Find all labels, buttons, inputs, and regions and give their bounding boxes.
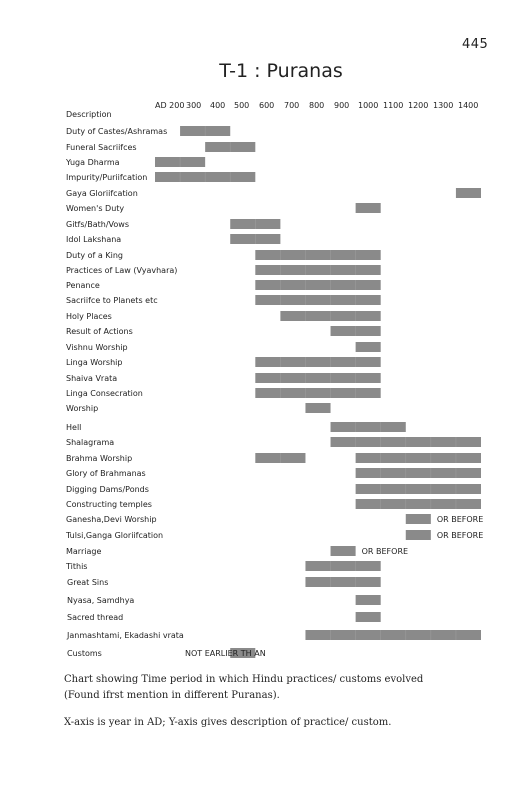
range-bar xyxy=(356,484,481,494)
row-label: Idol Lakshana xyxy=(66,235,122,244)
chart-row xyxy=(66,484,481,494)
row-label: Duty of Castes/Ashramas xyxy=(66,127,168,136)
chart-row xyxy=(66,188,481,198)
range-bar xyxy=(255,295,380,305)
range-bar xyxy=(305,561,380,571)
x-tick-label: 1400 xyxy=(458,101,479,110)
chart-row xyxy=(66,126,230,136)
row-label: Practices of Law (Vyavhara) xyxy=(66,266,178,275)
row-label: Result of Actions xyxy=(66,327,133,336)
range-bar xyxy=(255,388,380,398)
row-label: Tulsi,Ganga Gloriifcation xyxy=(66,531,164,540)
row-label: Tithis xyxy=(66,562,88,571)
row-label: Gitfs/Bath/Vows xyxy=(66,220,129,229)
chart-row xyxy=(66,219,280,229)
range-bar xyxy=(356,468,481,478)
chart-row xyxy=(66,142,255,152)
chart-row xyxy=(66,342,381,352)
chart-row xyxy=(65,561,381,571)
row-label: Women's Duty xyxy=(66,204,125,213)
row-label: Janmashtami, Ekadashi vrata xyxy=(67,631,184,640)
row-label: Brahma Worship xyxy=(66,454,133,463)
row-label: Ganesha,Devi Worship xyxy=(66,515,157,524)
range-bar xyxy=(331,546,356,556)
chart-row xyxy=(66,514,483,524)
range-bar xyxy=(255,373,380,383)
chart-row xyxy=(66,546,408,556)
chart-row xyxy=(67,595,381,605)
row-note: OR BEFORE xyxy=(436,515,484,524)
range-bar xyxy=(406,530,431,540)
range-bar xyxy=(255,280,380,290)
chart-row xyxy=(65,530,483,540)
row-label: Sacriifce to Planets etc xyxy=(66,296,158,305)
range-bar xyxy=(356,203,381,213)
row-label: Penance xyxy=(66,281,100,290)
row-label: Customs xyxy=(67,649,102,658)
chart-row xyxy=(66,373,381,383)
row-label: Great Sins xyxy=(67,578,109,587)
caption-line-2: (Found ifrst mention in different Puranas). xyxy=(64,690,280,701)
chart-title: T-1 : Puranas xyxy=(219,60,343,82)
row-label: Hell xyxy=(66,423,82,432)
chart-row xyxy=(67,577,381,587)
row-label: Marriage xyxy=(66,547,102,556)
chart-row xyxy=(66,403,331,413)
range-bar xyxy=(255,265,380,275)
chart-row xyxy=(66,499,481,509)
chart-row xyxy=(66,265,381,275)
range-bar xyxy=(356,342,381,352)
row-note: OR BEFORE xyxy=(361,547,409,556)
chart-row xyxy=(66,422,406,432)
x-tick-label: 900 xyxy=(334,101,350,110)
x-tick-label: 600 xyxy=(259,101,275,110)
x-tick-label: 500 xyxy=(234,101,250,110)
range-bar xyxy=(331,422,406,432)
chart-row xyxy=(66,326,381,336)
range-bar xyxy=(305,577,380,587)
chart-row xyxy=(66,280,381,290)
y-axis-label: Description xyxy=(66,110,112,119)
chart-row xyxy=(66,311,381,321)
row-label: Impurity/Puriifcation xyxy=(66,173,148,182)
row-label: Nyasa, Samdhya xyxy=(67,596,135,605)
range-bar xyxy=(456,188,481,198)
x-tick-label: 400 xyxy=(210,101,226,110)
row-label: Funeral Sacriifces xyxy=(66,143,137,152)
row-label: Shaiva Vrata xyxy=(66,374,118,383)
x-tick-label: 300 xyxy=(186,101,202,110)
chart-row xyxy=(66,357,381,367)
row-note: OR BEFORE xyxy=(436,531,484,540)
x-tick-label: 1100 xyxy=(383,101,404,110)
row-label: Holy Places xyxy=(66,312,112,321)
x-tick-label: 1000 xyxy=(358,101,379,110)
row-label: Gaya Gloriifcation xyxy=(66,189,138,198)
row-label: Worship xyxy=(66,404,99,413)
row-label: Digging Dams/Ponds xyxy=(66,485,149,494)
row-label: Constructing temples xyxy=(66,500,152,509)
row-pre-note: NOT EARLIER TH AN xyxy=(185,649,266,658)
range-bar xyxy=(305,630,481,640)
chart-row xyxy=(66,468,481,478)
chart-row xyxy=(66,234,280,244)
caption-line-1: Chart showing Time period in which Hindu practices/ customs evolved xyxy=(64,674,424,685)
chart-rows xyxy=(65,126,483,658)
caption-line-3: X-axis is year in AD; Y-axis gives description of practice/ custom. xyxy=(64,717,392,728)
chart-row xyxy=(66,453,481,463)
range-bar xyxy=(356,453,481,463)
x-tick-label: 1300 xyxy=(433,101,454,110)
chart-row xyxy=(66,295,381,305)
range-bar xyxy=(356,499,481,509)
chart-row xyxy=(66,630,481,640)
chart-row xyxy=(67,612,381,622)
row-label: Vishnu Worship xyxy=(66,343,128,352)
x-tick-label: 1200 xyxy=(408,101,429,110)
chart-row xyxy=(67,648,266,658)
row-label: Duty of a King xyxy=(66,251,123,260)
chart-row xyxy=(66,203,381,213)
row-label: Linga Consecration xyxy=(66,389,143,398)
range-bar xyxy=(406,514,431,524)
range-bar xyxy=(356,612,381,622)
range-bar xyxy=(255,357,380,367)
chart-row xyxy=(66,250,381,260)
x-tick-label: 700 xyxy=(284,101,300,110)
x-axis xyxy=(155,101,478,110)
page-number: 445 xyxy=(462,37,489,52)
row-label: Linga Worship xyxy=(66,358,123,367)
row-label: Shalagrama xyxy=(66,438,115,447)
x-tick-label: 800 xyxy=(309,101,325,110)
chart-row xyxy=(65,157,205,167)
range-bar xyxy=(305,403,330,413)
chart-row xyxy=(66,388,381,398)
row-label: Yuga Dharma xyxy=(66,158,120,167)
range-bar xyxy=(255,250,380,260)
row-label: Glory of Brahmanas xyxy=(66,469,146,478)
chart-row xyxy=(66,437,481,447)
chart-row xyxy=(66,172,255,182)
range-bar xyxy=(356,595,381,605)
x-tick-label: AD 200 xyxy=(155,101,185,110)
row-label: Sacred thread xyxy=(67,613,124,622)
